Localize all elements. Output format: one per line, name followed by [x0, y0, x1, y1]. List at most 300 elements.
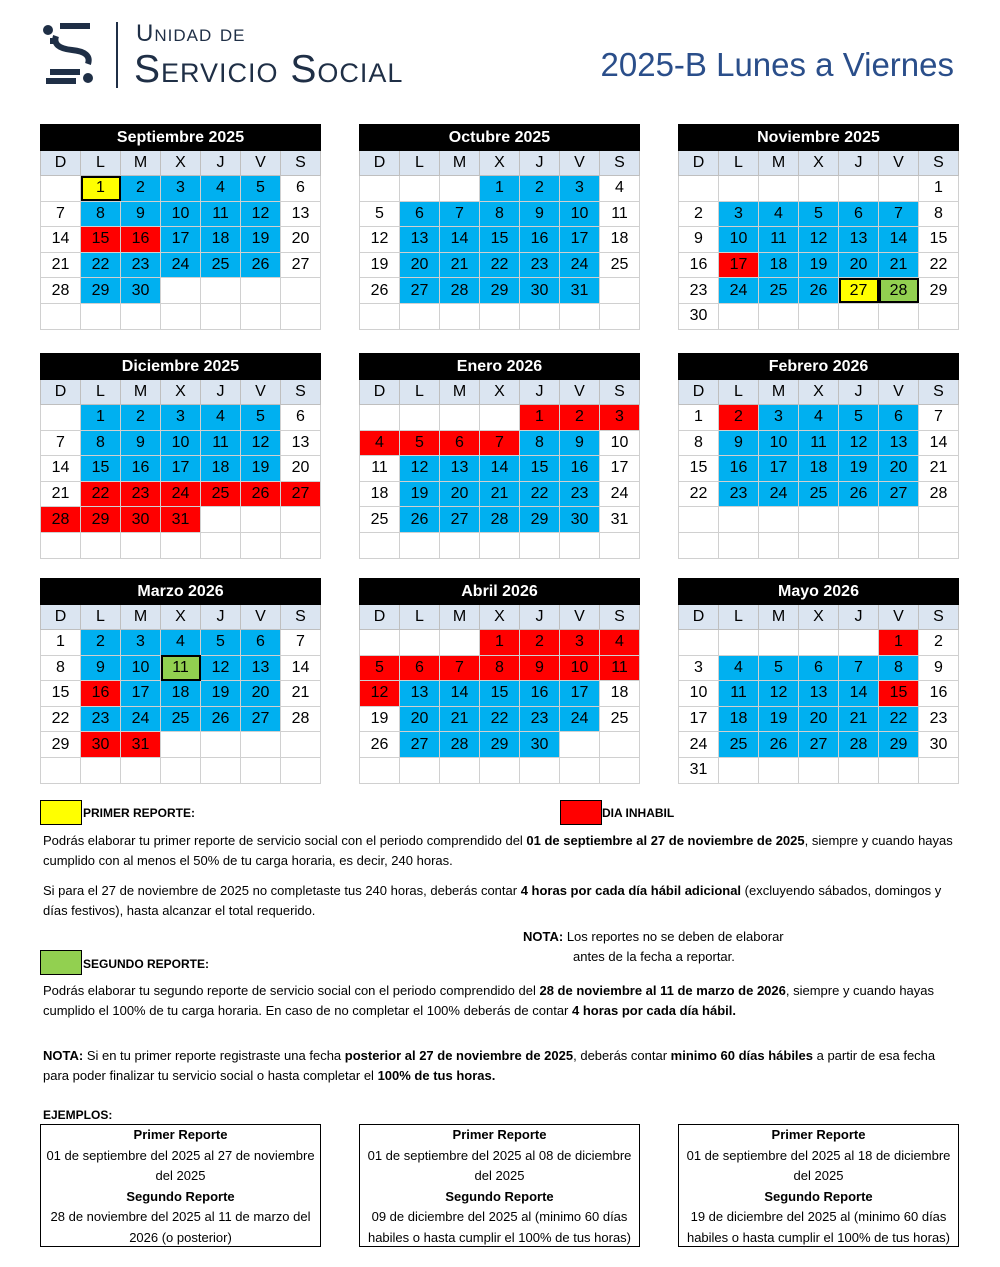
empty-cell	[480, 757, 520, 783]
month-title: Noviembre 2025	[679, 125, 959, 151]
day-cell: 29	[879, 732, 919, 758]
day-cell: 5	[759, 655, 799, 681]
day-cell: 26	[360, 278, 400, 304]
day-cell: 11	[201, 430, 241, 456]
day-cell: 1	[480, 630, 520, 656]
empty-cell	[600, 532, 640, 558]
day-cell: 14	[879, 227, 919, 253]
day-cell: 12	[241, 430, 281, 456]
logo-icon	[42, 20, 98, 86]
weekday-header: S	[281, 380, 321, 405]
month-calendar	[678, 124, 959, 330]
day-cell: 26	[759, 732, 799, 758]
empty-cell	[281, 278, 321, 304]
day-cell: 23	[81, 706, 121, 732]
weekday-header: M	[440, 151, 480, 176]
day-cell: 5	[360, 655, 400, 681]
empty-cell	[81, 303, 121, 329]
day-cell: 6	[799, 655, 839, 681]
day-cell: 23	[121, 252, 161, 278]
empty-cell	[480, 532, 520, 558]
day-cell: 11	[161, 655, 201, 681]
day-cell: 11	[600, 201, 640, 227]
weekday-header: V	[241, 151, 281, 176]
day-cell: 18	[360, 481, 400, 507]
logo-line1: Unidad de	[136, 20, 246, 47]
day-cell: 25	[201, 252, 241, 278]
month-title: Mayo 2026	[679, 579, 959, 605]
empty-cell	[520, 532, 560, 558]
day-cell: 17	[679, 706, 719, 732]
example-text: 19 de diciembre del 2025 al (minimo 60 días habiles o hasta cumplir el 100% de tus horas)	[686, 1209, 951, 1245]
day-cell: 5	[201, 630, 241, 656]
empty-cell	[679, 507, 719, 533]
empty-cell	[719, 630, 759, 656]
day-cell: 21	[919, 456, 959, 482]
example-heading: Primer Reporte	[133, 1127, 228, 1142]
empty-cell	[799, 532, 839, 558]
day-cell: 27	[440, 507, 480, 533]
day-cell: 7	[440, 201, 480, 227]
day-cell: 9	[520, 201, 560, 227]
day-cell: 2	[121, 405, 161, 431]
empty-cell	[41, 303, 81, 329]
empty-cell	[719, 532, 759, 558]
day-cell: 15	[81, 227, 121, 253]
weekday-header: M	[759, 151, 799, 176]
day-cell: 31	[161, 507, 201, 533]
weekday-header: X	[799, 605, 839, 630]
day-cell: 12	[799, 227, 839, 253]
day-cell: 4	[719, 655, 759, 681]
empty-cell	[360, 757, 400, 783]
example-heading: Segundo Reporte	[764, 1188, 873, 1204]
day-cell: 17	[161, 227, 201, 253]
empty-cell	[839, 176, 879, 202]
day-cell: 3	[560, 176, 600, 202]
day-cell: 7	[879, 201, 919, 227]
empty-cell	[281, 532, 321, 558]
day-cell: 23	[560, 481, 600, 507]
day-cell: 11	[201, 201, 241, 227]
day-cell: 18	[719, 706, 759, 732]
weekday-header: M	[759, 605, 799, 630]
first-report-paragraph: Podrás elaborar tu primer reporte de servicio social con el periodo comprendido del 01 de septiembre al 27 de noviembre de 2025, siempre y cuando hayas cumplido con al menos el 50% de tu carga horaria, es decir, 240 horas.	[43, 833, 953, 868]
day-cell: 7	[440, 655, 480, 681]
month-title: Enero 2026	[360, 354, 640, 380]
empty-cell	[41, 405, 81, 431]
day-cell: 27	[799, 732, 839, 758]
day-cell: 16	[520, 681, 560, 707]
day-cell: 30	[679, 303, 719, 329]
empty-cell	[201, 278, 241, 304]
empty-cell	[241, 757, 281, 783]
day-cell: 2	[919, 630, 959, 656]
day-cell: 27	[281, 481, 321, 507]
day-cell: 3	[161, 405, 201, 431]
empty-cell	[759, 630, 799, 656]
day-cell: 7	[839, 655, 879, 681]
day-cell: 14	[480, 456, 520, 482]
day-cell: 29	[480, 278, 520, 304]
empty-cell	[719, 757, 759, 783]
day-cell: 18	[600, 227, 640, 253]
empty-cell	[41, 532, 81, 558]
day-cell: 14	[41, 456, 81, 482]
day-cell: 2	[679, 201, 719, 227]
day-cell: 1	[919, 176, 959, 202]
day-cell: 25	[799, 481, 839, 507]
weekday-header: D	[360, 605, 400, 630]
day-cell: 15	[879, 681, 919, 707]
month-calendar	[678, 578, 959, 784]
day-cell: 16	[121, 227, 161, 253]
day-cell: 7	[41, 430, 81, 456]
day-cell: 18	[600, 681, 640, 707]
weekday-header: M	[121, 151, 161, 176]
note-reports: NOTA: Los reportes no se deben de elaborar antes de la fecha a reportar.	[523, 929, 784, 964]
day-cell: 6	[281, 176, 321, 202]
empty-cell	[440, 532, 480, 558]
note-late-report: NOTA: Si en tu primer reporte registraste una fecha posterior al 27 de noviembre de 2025, deberás contar minimo 60 días hábiles a partir de esa fecha para poder finalizar tu servicio social o hasta completar el 100% de tus horas.	[43, 1048, 936, 1083]
empty-cell	[719, 176, 759, 202]
day-cell: 13	[400, 681, 440, 707]
day-cell: 20	[440, 481, 480, 507]
day-cell: 12	[360, 681, 400, 707]
day-cell: 4	[600, 176, 640, 202]
day-cell: 29	[41, 732, 81, 758]
day-cell: 30	[919, 732, 959, 758]
day-cell: 5	[241, 405, 281, 431]
weekday-header: J	[201, 380, 241, 405]
day-cell: 31	[600, 507, 640, 533]
day-cell: 30	[560, 507, 600, 533]
day-cell: 11	[799, 430, 839, 456]
day-cell: 15	[81, 456, 121, 482]
empty-cell	[520, 303, 560, 329]
day-cell: 17	[121, 681, 161, 707]
empty-cell	[201, 732, 241, 758]
day-cell: 18	[799, 456, 839, 482]
day-cell: 11	[360, 456, 400, 482]
empty-cell	[719, 303, 759, 329]
day-cell: 27	[281, 252, 321, 278]
day-cell: 1	[41, 630, 81, 656]
day-cell: 12	[360, 227, 400, 253]
weekday-header: D	[360, 151, 400, 176]
empty-cell	[839, 507, 879, 533]
weekday-header: L	[400, 605, 440, 630]
weekday-header: S	[919, 151, 959, 176]
day-cell: 15	[41, 681, 81, 707]
empty-cell	[360, 405, 400, 431]
example-text: 28 de noviembre del 2025 al 11 de marzo del 2026 (o posterior)	[50, 1209, 311, 1245]
day-cell: 4	[201, 405, 241, 431]
day-cell: 21	[480, 481, 520, 507]
day-cell: 22	[41, 706, 81, 732]
empty-cell	[919, 532, 959, 558]
day-cell: 27	[241, 706, 281, 732]
empty-cell	[919, 757, 959, 783]
day-cell: 28	[440, 278, 480, 304]
day-cell: 3	[679, 655, 719, 681]
day-cell: 6	[400, 201, 440, 227]
weekday-header: V	[241, 605, 281, 630]
weekday-header: V	[879, 151, 919, 176]
example-box-1	[40, 1124, 321, 1247]
day-cell: 5	[799, 201, 839, 227]
day-cell: 16	[719, 456, 759, 482]
day-cell: 30	[121, 507, 161, 533]
day-cell: 18	[201, 227, 241, 253]
day-cell: 17	[600, 456, 640, 482]
day-cell: 26	[201, 706, 241, 732]
weekday-header: D	[679, 151, 719, 176]
day-cell: 6	[400, 655, 440, 681]
day-cell: 10	[560, 201, 600, 227]
example-heading: Primer Reporte	[771, 1127, 866, 1142]
empty-cell	[679, 630, 719, 656]
empty-cell	[360, 303, 400, 329]
day-cell: 24	[560, 706, 600, 732]
day-cell: 4	[759, 201, 799, 227]
day-cell: 8	[81, 201, 121, 227]
weekday-header: D	[679, 380, 719, 405]
day-cell: 12	[839, 430, 879, 456]
day-cell: 26	[400, 507, 440, 533]
empty-cell	[600, 732, 640, 758]
day-cell: 13	[440, 456, 480, 482]
day-cell: 8	[81, 430, 121, 456]
second-report-label: SEGUNDO REPORTE:	[83, 957, 210, 971]
empty-cell	[759, 303, 799, 329]
day-cell: 20	[799, 706, 839, 732]
day-cell: 19	[360, 252, 400, 278]
day-cell: 9	[560, 430, 600, 456]
weekday-header: S	[919, 605, 959, 630]
day-cell: 14	[839, 681, 879, 707]
day-cell: 30	[520, 732, 560, 758]
day-cell: 9	[919, 655, 959, 681]
empty-cell	[400, 303, 440, 329]
day-cell: 21	[41, 481, 81, 507]
day-cell: 26	[799, 278, 839, 304]
example-heading: Segundo Reporte	[126, 1188, 235, 1204]
day-cell: 10	[719, 227, 759, 253]
day-cell: 24	[600, 481, 640, 507]
empty-cell	[480, 303, 520, 329]
empty-cell	[201, 303, 241, 329]
day-cell: 1	[81, 176, 121, 202]
empty-cell	[799, 507, 839, 533]
day-cell: 7	[919, 405, 959, 431]
day-cell: 25	[600, 252, 640, 278]
empty-cell	[879, 176, 919, 202]
day-cell: 20	[400, 706, 440, 732]
day-cell: 23	[679, 278, 719, 304]
day-cell: 20	[400, 252, 440, 278]
first-report-swatch	[40, 800, 82, 825]
day-cell: 5	[360, 201, 400, 227]
empty-cell	[919, 507, 959, 533]
day-cell: 18	[201, 456, 241, 482]
month-calendar	[40, 578, 321, 784]
empty-cell	[281, 507, 321, 533]
day-cell: 22	[919, 252, 959, 278]
day-cell: 28	[440, 732, 480, 758]
day-cell: 11	[719, 681, 759, 707]
day-cell: 18	[161, 681, 201, 707]
day-cell: 23	[520, 252, 560, 278]
day-cell: 27	[400, 732, 440, 758]
day-cell: 19	[400, 481, 440, 507]
empty-cell	[440, 303, 480, 329]
weekday-header: S	[600, 605, 640, 630]
day-cell: 5	[839, 405, 879, 431]
day-cell: 8	[480, 655, 520, 681]
day-cell: 24	[719, 278, 759, 304]
empty-cell	[201, 507, 241, 533]
day-cell: 7	[281, 630, 321, 656]
day-cell: 3	[719, 201, 759, 227]
day-cell: 9	[520, 655, 560, 681]
day-cell: 29	[81, 278, 121, 304]
logo-line2: Servicio Social	[134, 48, 404, 91]
day-cell: 8	[679, 430, 719, 456]
day-cell: 1	[879, 630, 919, 656]
weekday-header: L	[719, 151, 759, 176]
day-cell: 30	[81, 732, 121, 758]
weekday-header: V	[560, 380, 600, 405]
day-cell: 22	[520, 481, 560, 507]
day-cell: 27	[400, 278, 440, 304]
day-cell: 19	[241, 456, 281, 482]
day-cell: 29	[520, 507, 560, 533]
day-cell: 10	[161, 201, 201, 227]
day-cell: 25	[360, 507, 400, 533]
day-cell: 10	[560, 655, 600, 681]
day-cell: 10	[759, 430, 799, 456]
day-cell: 28	[41, 278, 81, 304]
day-cell: 2	[560, 405, 600, 431]
weekday-header: V	[241, 380, 281, 405]
day-cell: 12	[241, 201, 281, 227]
day-cell: 22	[81, 481, 121, 507]
empty-cell	[719, 507, 759, 533]
weekday-header: L	[400, 151, 440, 176]
logo-divider	[116, 22, 118, 88]
empty-cell	[919, 303, 959, 329]
second-report-paragraph: Podrás elaborar tu segundo reporte de servicio social con el periodo comprendido del 28 de noviembre al 11 de marzo de 2026, siempre y cuando hayas cumplido el 100% de tu carga horaria. En caso de no completar el 100% deberás de contar 4 horas por cada día hábil.	[43, 983, 935, 1018]
month-calendar	[40, 124, 321, 330]
day-cell: 24	[121, 706, 161, 732]
day-cell: 5	[400, 430, 440, 456]
day-cell: 24	[161, 481, 201, 507]
page-title: 2025-B Lunes a Viernes	[600, 46, 954, 83]
day-cell: 2	[520, 630, 560, 656]
empty-cell	[161, 532, 201, 558]
day-cell: 2	[520, 176, 560, 202]
empty-cell	[241, 278, 281, 304]
weekday-header: X	[161, 380, 201, 405]
day-cell: 28	[879, 278, 919, 304]
day-cell: 24	[759, 481, 799, 507]
holiday-label: DIA INHABIL	[602, 806, 675, 820]
day-cell: 16	[919, 681, 959, 707]
month-title: Marzo 2026	[41, 579, 321, 605]
day-cell: 19	[241, 227, 281, 253]
empty-cell	[799, 176, 839, 202]
day-cell: 28	[41, 507, 81, 533]
day-cell: 12	[400, 456, 440, 482]
day-cell: 23	[121, 481, 161, 507]
empty-cell	[839, 532, 879, 558]
day-cell: 1	[520, 405, 560, 431]
day-cell: 13	[839, 227, 879, 253]
day-cell: 21	[879, 252, 919, 278]
weekday-header: J	[520, 605, 560, 630]
weekday-header: M	[759, 380, 799, 405]
empty-cell	[839, 303, 879, 329]
weekday-header: L	[81, 151, 121, 176]
empty-cell	[560, 757, 600, 783]
empty-cell	[759, 757, 799, 783]
day-cell: 15	[679, 456, 719, 482]
empty-cell	[759, 176, 799, 202]
empty-cell	[400, 757, 440, 783]
weekday-header: D	[679, 605, 719, 630]
day-cell: 28	[281, 706, 321, 732]
empty-cell	[560, 732, 600, 758]
weekday-header: M	[440, 605, 480, 630]
day-cell: 8	[520, 430, 560, 456]
day-cell: 20	[281, 456, 321, 482]
day-cell: 24	[161, 252, 201, 278]
weekday-header: J	[201, 151, 241, 176]
day-cell: 9	[719, 430, 759, 456]
empty-cell	[400, 532, 440, 558]
day-cell: 1	[679, 405, 719, 431]
empty-cell	[679, 532, 719, 558]
day-cell: 6	[281, 405, 321, 431]
day-cell: 26	[241, 252, 281, 278]
day-cell: 16	[520, 227, 560, 253]
day-cell: 29	[919, 278, 959, 304]
day-cell: 10	[600, 430, 640, 456]
day-cell: 24	[679, 732, 719, 758]
month-calendar	[678, 353, 959, 559]
day-cell: 10	[679, 681, 719, 707]
weekday-header: V	[560, 151, 600, 176]
day-cell: 16	[81, 681, 121, 707]
month-title: Abril 2026	[360, 579, 640, 605]
day-cell: 16	[679, 252, 719, 278]
empty-cell	[799, 630, 839, 656]
day-cell: 6	[241, 630, 281, 656]
empty-cell	[759, 507, 799, 533]
weekday-header: S	[281, 151, 321, 176]
day-cell: 4	[600, 630, 640, 656]
day-cell: 16	[560, 456, 600, 482]
day-cell: 29	[480, 732, 520, 758]
day-cell: 17	[161, 456, 201, 482]
day-cell: 26	[360, 732, 400, 758]
day-cell: 19	[759, 706, 799, 732]
day-cell: 13	[799, 681, 839, 707]
day-cell: 13	[400, 227, 440, 253]
day-cell: 23	[919, 706, 959, 732]
day-cell: 9	[679, 227, 719, 253]
